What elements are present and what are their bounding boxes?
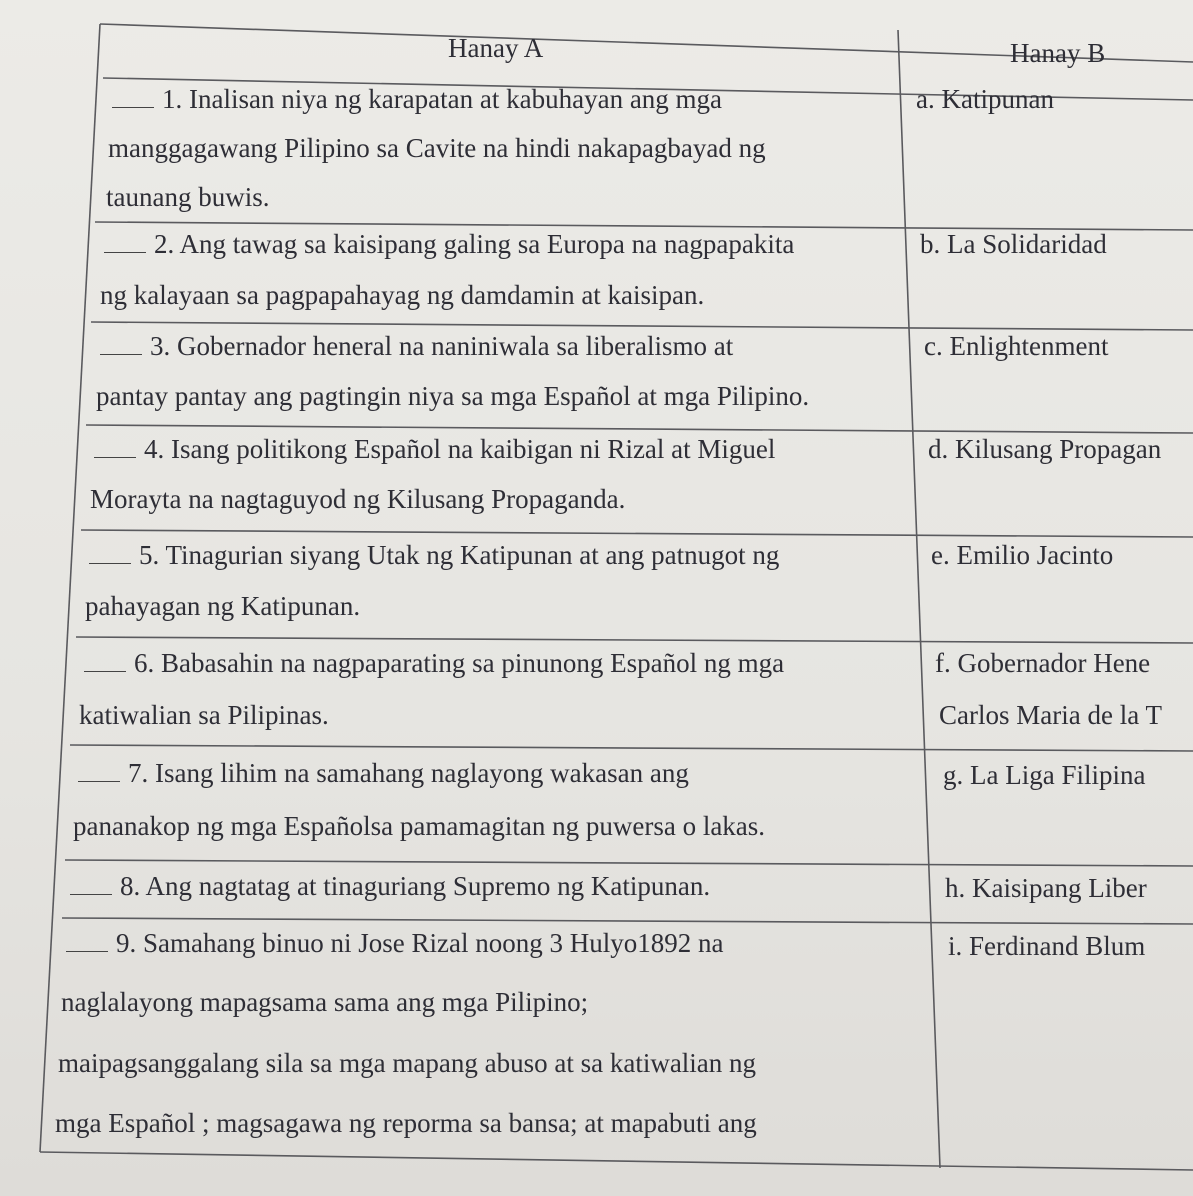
item-number: 4. [144, 434, 165, 464]
item-number: 6. [134, 648, 155, 678]
item-text-line: Morayta na nagtaguyod ng Kilusang Propaganda. [90, 484, 626, 514]
item-text-line: Gobernador heneral na naniniwala sa liberalismo at [177, 331, 734, 361]
item-text-line: mga Español ; magsagawa ng reporma sa bansa; at mapabuti ang [55, 1108, 757, 1138]
item-text-line: naglalayong mapagsama sama ang mga Pilipino; [61, 987, 589, 1017]
table-left-border [40, 24, 100, 1152]
answer-blank[interactable] [70, 874, 112, 895]
item-text-line: ng kalayaan sa pagpapahayag ng damdamin at kaisipan. [100, 280, 705, 310]
row-divider [91, 322, 1193, 330]
answer-blank[interactable] [104, 232, 146, 253]
item-text-line: Ang nagtatag at tinaguriang Supremo ng Katipunan. [145, 871, 711, 901]
row-divider [86, 425, 1193, 433]
item-text-line: Ang tawag sa kaisipang galing sa Europa na nagpapakita [179, 229, 795, 259]
choice-f-line-2: Carlos Maria de la T [939, 700, 1162, 730]
answer-blank[interactable] [112, 87, 154, 108]
item-text-line: Isang lihim na samahang naglayong wakasan ang [155, 758, 689, 788]
item-5 [89, 540, 779, 570]
item-number: 1. [162, 84, 183, 114]
answer-blank[interactable] [78, 761, 120, 782]
answer-blank[interactable] [89, 543, 131, 564]
row-divider [76, 637, 1193, 643]
item-text-line-wrap [108, 133, 893, 163]
item-8 [70, 871, 710, 901]
item-text-line: manggagawang Pilipino sa Cavite na hindi nakapagbayad ng [108, 133, 766, 163]
item-text-line: pananakop ng mga Españolsa pamamagitan ng puwersa o lakas. [73, 811, 766, 841]
item-3 [100, 331, 733, 361]
item-text-line: katiwalian sa Pilipinas. [79, 700, 329, 730]
column-b-header: Hanay B [1010, 38, 1106, 68]
column-a-header: Hanay A [448, 33, 544, 63]
item-6 [84, 648, 784, 678]
answer-blank[interactable] [100, 334, 142, 355]
item-text-line: Inalisan niya ng karapatan at kabuhayan ang mga [189, 84, 723, 114]
item-1 [112, 84, 722, 114]
answer-blank[interactable] [66, 931, 108, 952]
item-number: 5. [139, 540, 160, 570]
choice-i: i. Ferdinand Blum [948, 931, 1146, 961]
item-number: 3. [150, 331, 171, 361]
item-7 [78, 758, 689, 788]
row-divider [70, 745, 1193, 751]
item-4 [94, 434, 775, 464]
choice-e: e. Emilio Jacinto [931, 540, 1114, 570]
item-text-line: pahayagan ng Katipunan. [85, 591, 361, 621]
item-number: 8. [120, 871, 141, 901]
item-2 [104, 229, 794, 259]
item-text-line: Samahang binuo ni Jose Rizal noong 3 Hulyo1892 na [143, 928, 724, 958]
row-divider [65, 860, 1193, 866]
column-divider [898, 30, 940, 1168]
row-divider [62, 918, 1193, 924]
table-bottom-border [40, 1152, 1193, 1170]
choice-c: c. Enlightenment [924, 331, 1109, 361]
row-divider [81, 530, 1193, 537]
choice-b: b. La Solidaridad [920, 229, 1107, 259]
item-9 [66, 928, 723, 958]
choice-f: f. Gobernador Hene [935, 648, 1151, 678]
item-number: 7. [128, 758, 149, 788]
answer-blank[interactable] [94, 437, 136, 458]
item-text-line: maipagsanggalang sila sa mga mapang abuso at sa katiwalian ng [58, 1048, 757, 1078]
item-text-line: pantay pantay ang pagtingin niya sa mga Español at mga Pilipino. [96, 381, 810, 411]
item-text-line: Babasahin na nagpaparating sa pinunong Español ng mga [161, 648, 785, 678]
choice-g: g. La Liga Filipina [943, 760, 1146, 790]
answer-blank[interactable] [84, 651, 126, 672]
choice-h: h. Kaisipang Liber [945, 873, 1147, 903]
choice-d: d. Kilusang Propagan [928, 434, 1162, 464]
item-number: 9. [116, 928, 137, 958]
item-number: 2. [154, 229, 175, 259]
item-text-line: taunang buwis. [106, 182, 270, 212]
item-text-line: Tinagurian siyang Utak ng Katipunan at ang patnugot ng [165, 540, 780, 570]
item-text-line: Isang politikong Español na kaibigan ni Rizal at Miguel [171, 434, 776, 464]
choice-a: a. Katipunan [916, 84, 1054, 114]
